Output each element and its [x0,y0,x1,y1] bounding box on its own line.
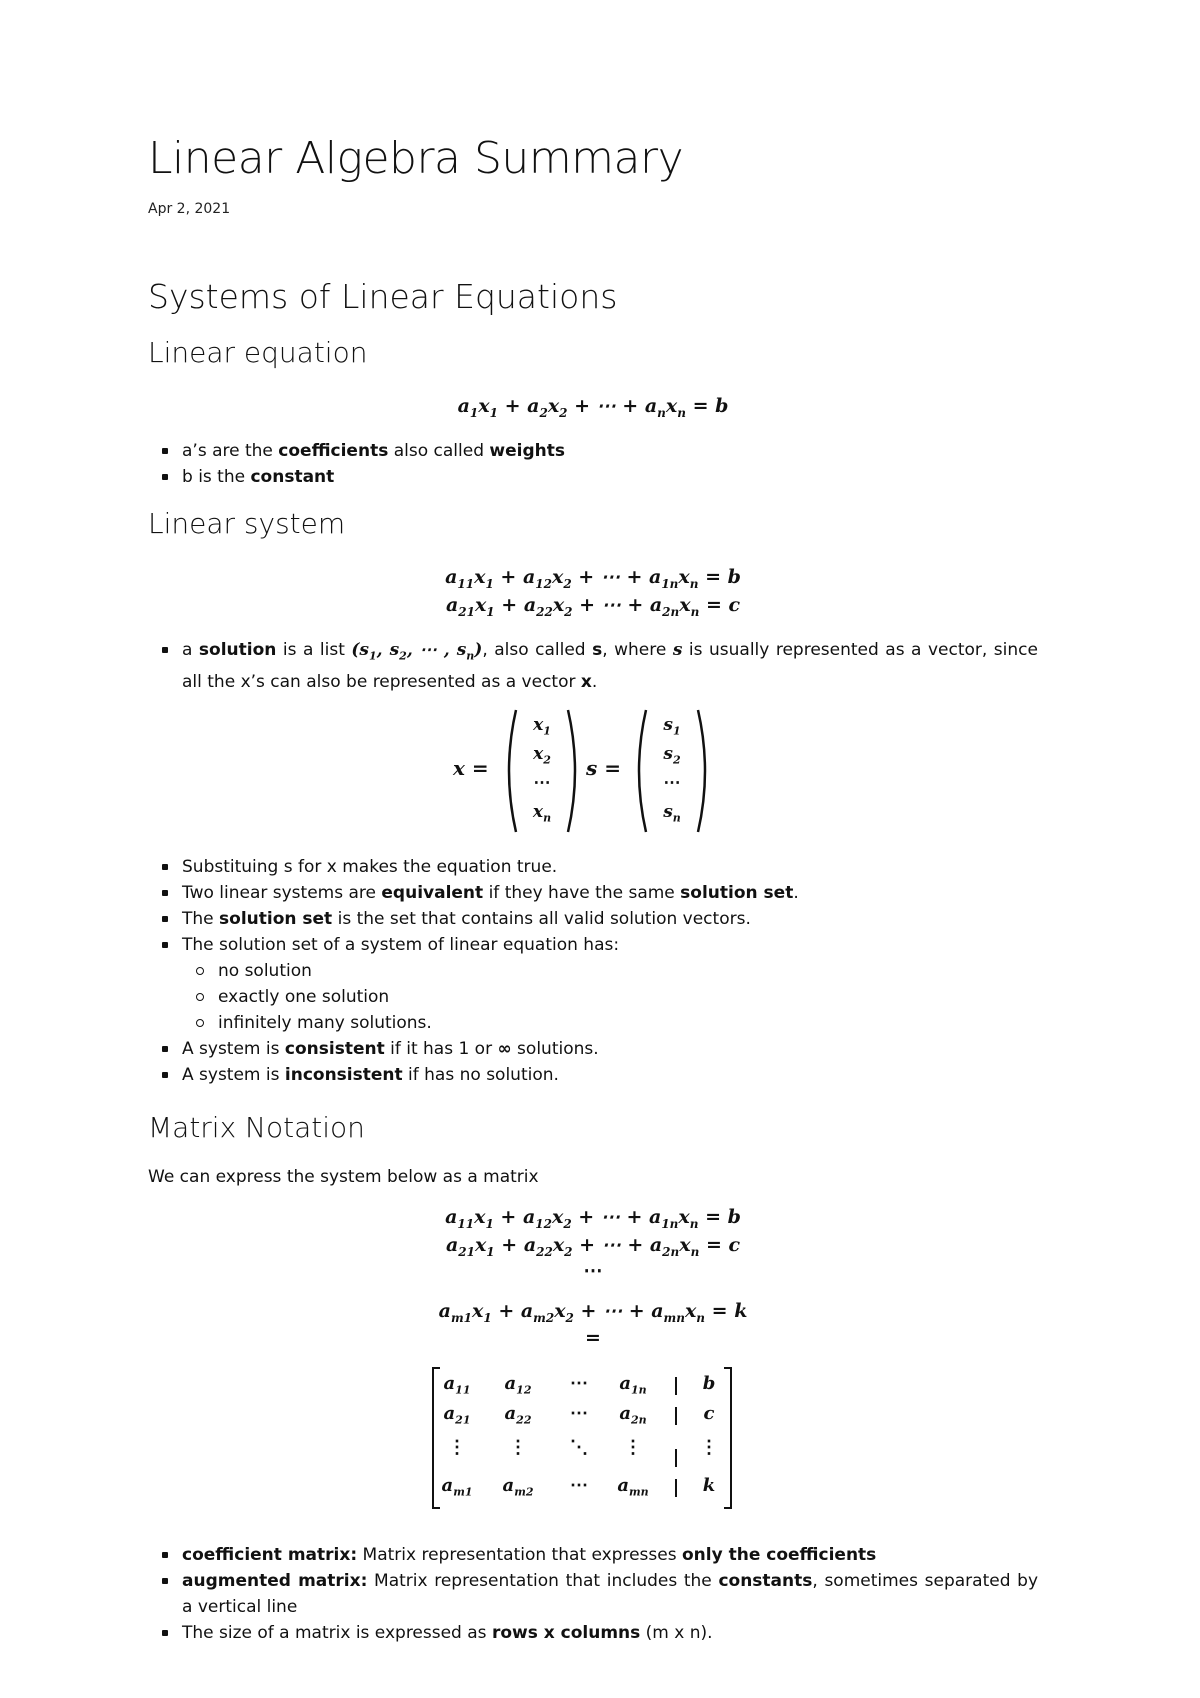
solution-set-cases [182,958,1038,1036]
vector-s-label: s = [586,756,621,780]
matrix-cell: $a_{1n}$ [619,1373,647,1397]
right-paren [694,706,714,836]
list-item: A system is consistent if it has 1 or ∞ solutions. [148,1036,1038,1062]
list-item: infinitely many solutions. [182,1010,1038,1036]
list-item: a’s are the coefficients also called weights [148,438,1038,464]
vector-definitions [148,706,1038,836]
equals-sign: = [585,1327,601,1349]
vector-x-label: x = [453,756,489,780]
matrix-cell: ⋯ [570,1373,588,1394]
list-item: coefficient matrix: Matrix representation that expresses only the coefficients [148,1542,1038,1568]
solution-facts-list [148,854,1038,1088]
matrix-system-row-1: $a_{11}x_1 + a_{12}x_2$ + ⋯ + $a_{1n}x_n = b$ [445,1206,741,1231]
matrix-cell: $a_{22}$ [504,1403,532,1427]
matrix-cell: $a_{2n}$ [619,1403,647,1427]
matrix-system-row-m: $a_{m1}x_1 + a_{m2}x_2$ + ⋯ + $a_{mn}x_n = k$ [438,1300,748,1325]
matrix-cell: k [702,1475,716,1496]
section-heading-systems: Systems of Linear Equations [148,277,618,316]
list-item: A system is inconsistent if has no solution. [148,1062,1038,1088]
list-item: b is the constant [148,464,1038,490]
list-item: The size of a matrix is expressed as rows x columns (m x n). [148,1620,1038,1646]
matrix-cell: ⋯ [570,1403,588,1424]
list-item: a solution is a list ($s_1$, $s_2$, ⋯ , $s_n$), also called s, where s is usually represented as a vector, since all the x’s can also be represented as a vector x. [148,637,1038,695]
matrix-cell: $a_{11}$ [443,1373,471,1397]
left-paren [630,706,650,836]
augment-separator [675,1407,677,1425]
matrix-cell: $a_{m2}$ [502,1475,534,1499]
augment-separator [675,1449,677,1467]
matrix-cell: $a_{mn}$ [617,1475,649,1499]
vector-x-column: $x_1$ $x_2$ ⋯ $x_n$ [532,715,552,825]
matrix-cell: $a_{m1}$ [441,1475,473,1499]
linear-equation-bullets [148,438,1038,490]
augment-separator [675,1479,677,1497]
subsection-heading-linear-equation: Linear equation [148,336,368,369]
augment-separator [675,1377,677,1395]
right-paren [564,706,584,836]
augmented-matrix [148,1365,1038,1510]
subsection-heading-linear-system: Linear system [148,507,346,540]
subsection-heading-matrix-notation: Matrix Notation [148,1111,365,1144]
matrix-cell: ⋮ [509,1437,527,1458]
matrix-system-row-2: $a_{21}x_1 + a_{22}x_2$ + ⋯ + $a_{2n}x_n = c$ [445,1234,741,1259]
list-item: The solution set of a system of linear equation has: no solution exactly one solution infinitely many solutions. [148,932,1038,1036]
matrix-cell: b [702,1373,716,1394]
list-item: The solution set is the set that contains all valid solution vectors. [148,906,1038,932]
linear-equation-formula: $a_1x_1 + a_2x_2$ + ⋯ + $a_nx_n = b$ [457,395,729,420]
list-item: exactly one solution [182,984,1038,1010]
matrix-cell: ⋯ [570,1475,588,1496]
publish-date: Apr 2, 2021 [148,201,231,217]
vector-s-column: $s_1$ $s_2$ ⋯ $s_n$ [663,715,681,825]
page-title: Linear Algebra Summary [148,133,684,184]
list-item: Two linear systems are equivalent if they have the same solution set. [148,880,1038,906]
matrix-cell: ⋮ [700,1437,718,1458]
matrix-cell: c [703,1403,715,1424]
matrix-cell: $a_{12}$ [504,1373,532,1397]
list-item: augmented matrix: Matrix representation that includes the constants, sometimes separated by a vertical line [148,1568,1038,1620]
left-paren [500,706,520,836]
solution-bullet [148,637,1038,695]
list-item: Substituing s for x makes the equation true. [148,854,1038,880]
matrix-intro-text: We can express the system below as a matrix [148,1167,539,1187]
matrix-system-ellipsis: ⋯ [583,1260,603,1282]
matrix-cell: $a_{21}$ [443,1403,471,1427]
linear-system-row-1: $a_{11}x_1 + a_{12}x_2$ + ⋯ + $a_{1n}x_n = b$ [445,566,741,591]
linear-system-row-2: $a_{21}x_1 + a_{22}x_2$ + ⋯ + $a_{2n}x_n = c$ [445,594,741,619]
matrix-cell: ⋮ [624,1437,642,1458]
matrix-cell: ⋮ [448,1437,466,1458]
matrix-cell: ⋱ [570,1437,588,1458]
list-item: no solution [182,958,1038,984]
matrix-notation-bullets [148,1542,1038,1646]
